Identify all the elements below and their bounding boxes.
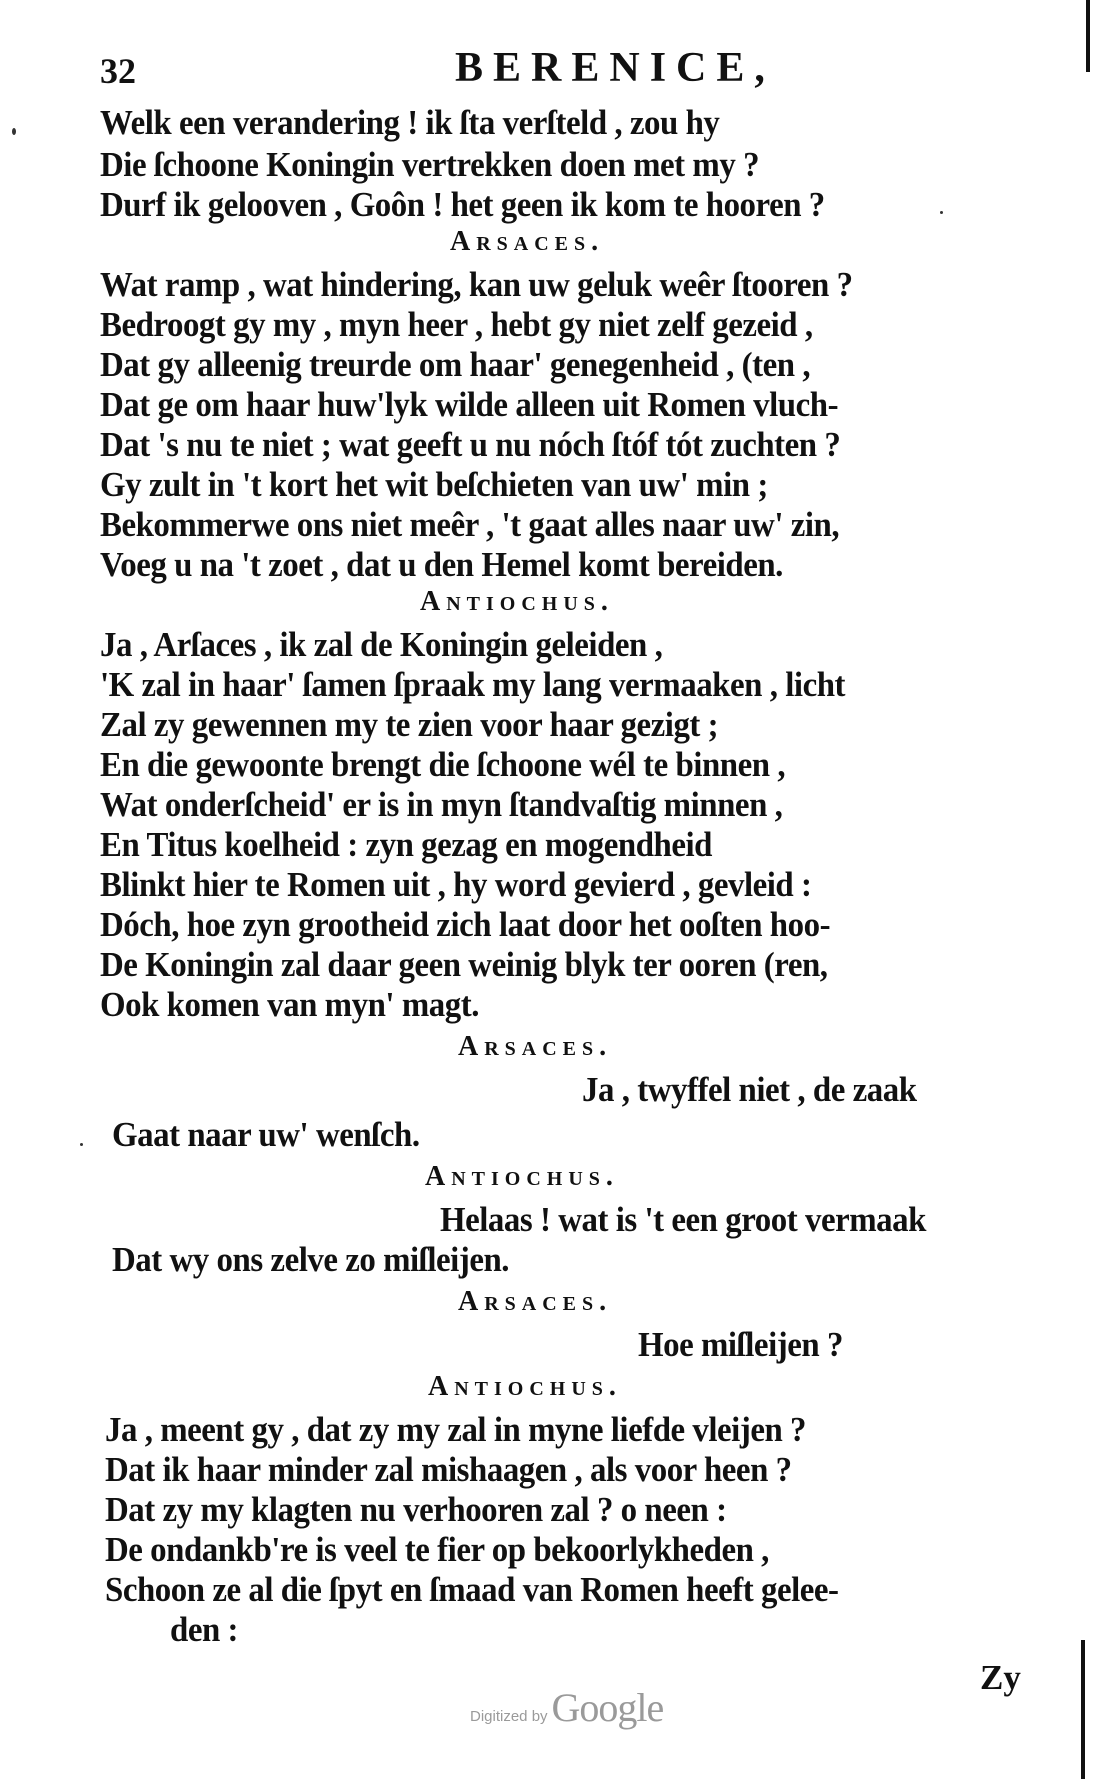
verse-line: Helaas ! wat is 't een groot vermaak [440, 1200, 926, 1239]
verse-line: De ondankb're is veel te fier op bekoorlykheden , [105, 1530, 769, 1569]
verse-line: Wat ramp , wat hindering, kan uw geluk weêr ſtooren ? [100, 265, 853, 304]
verse-line: den : [170, 1610, 239, 1649]
verse-line: Ook komen van myn' magt. [100, 985, 479, 1024]
speaker-name: Arsaces. [458, 1286, 613, 1317]
verse-line: Zal zy gewennen my te zien voor haar gezigt ; [100, 705, 719, 744]
verse-line: Ja , meent gy , dat zy my zal in myne liefde vleijen ? [105, 1410, 807, 1449]
verse-line: Gy zult in 't kort het wit beſchieten van uw' min ; [100, 465, 768, 504]
verse-line: Bedroogt gy my , myn heer , hebt gy niet zelf gezeid , [100, 305, 813, 344]
verse-line: Dat ge om haar huw'lyk wilde alleen uit Romen vluch- [100, 385, 839, 424]
verse-line: Ja , Arſaces , ik zal de Koningin geleiden , [100, 625, 663, 664]
verse-line: En Titus koelheid : zyn gezag en mogendheid [100, 825, 712, 864]
verse-line: Gaat naar uw' wenſch. [112, 1115, 420, 1154]
print-speck [80, 1143, 83, 1146]
verse-line: Hoe miſleijen ? [638, 1325, 843, 1364]
catchword: Zy [980, 1658, 1021, 1697]
verse-line: Durf ik gelooven , Goôn ! het geen ik kom te hooren ? [100, 185, 825, 224]
verse-line: En die gewoonte brengt die ſchoone wél te binnen , [100, 745, 786, 784]
speaker-name: Antiochus. [425, 1161, 619, 1192]
speaker-name: Antiochus. [420, 586, 614, 617]
watermark-prefix: Digitized by [470, 1708, 548, 1725]
verse-line: Welk een verandering ! ik ſta verſteld , zou hy [100, 103, 720, 142]
verse-line: Dat wy ons zelve zo miſleijen. [112, 1240, 510, 1279]
page-edge-top [1086, 0, 1090, 72]
verse-line: Dat gy alleenig treurde om haar' genegenheid , (ten , [100, 345, 811, 384]
verse-line: Ja , twyffel niet , de zaak [582, 1070, 917, 1109]
verse-line: Dat zy my klagten nu verhooren zal ? o neen : [105, 1490, 727, 1529]
speaker-name: Arsaces. [450, 226, 605, 257]
verse-line: Schoon ze al die ſpyt en ſmaad van Romen heeft gelee- [105, 1570, 839, 1609]
verse-line: Die ſchoone Koningin vertrekken doen met my ? [100, 145, 760, 184]
page-edge-bottom [1081, 1640, 1085, 1779]
digitized-watermark [470, 1684, 663, 1731]
running-title: BERENICE, [455, 45, 775, 91]
google-logo: Google [551, 1685, 664, 1730]
verse-line: 'K zal in haar' ſamen ſpraak my lang vermaaken , licht [100, 665, 846, 704]
verse-line: Wat onderſcheid' er is in myn ſtandvaſtig minnen , [100, 785, 783, 824]
verse-line: De Koningin zal daar geen weinig blyk ter ooren (ren, [100, 945, 828, 984]
verse-line: Bekommerwe ons niet meêr , 't gaat alles naar uw' zin, [100, 505, 840, 544]
speaker-name: Arsaces. [458, 1031, 613, 1062]
speaker-name: Antiochus. [428, 1371, 622, 1402]
verse-line: Voeg u na 't zoet , dat u den Hemel komt bereiden. [100, 545, 783, 584]
verse-line: Dat ik haar minder zal mishaagen , als voor heen ? [105, 1450, 792, 1489]
page-number: 32 [100, 51, 136, 91]
print-speck [12, 128, 16, 135]
verse-line: Dat 's nu te niet ; wat geeft u nu nóch ſtóf tót zuchten ? [100, 425, 841, 464]
print-speck [940, 211, 943, 214]
verse-line: Dóch, hoe zyn grootheid zich laat door het ooſten hoo- [100, 905, 831, 944]
verse-line: Blinkt hier te Romen uit , hy word gevierd , gevleid : [100, 865, 812, 904]
